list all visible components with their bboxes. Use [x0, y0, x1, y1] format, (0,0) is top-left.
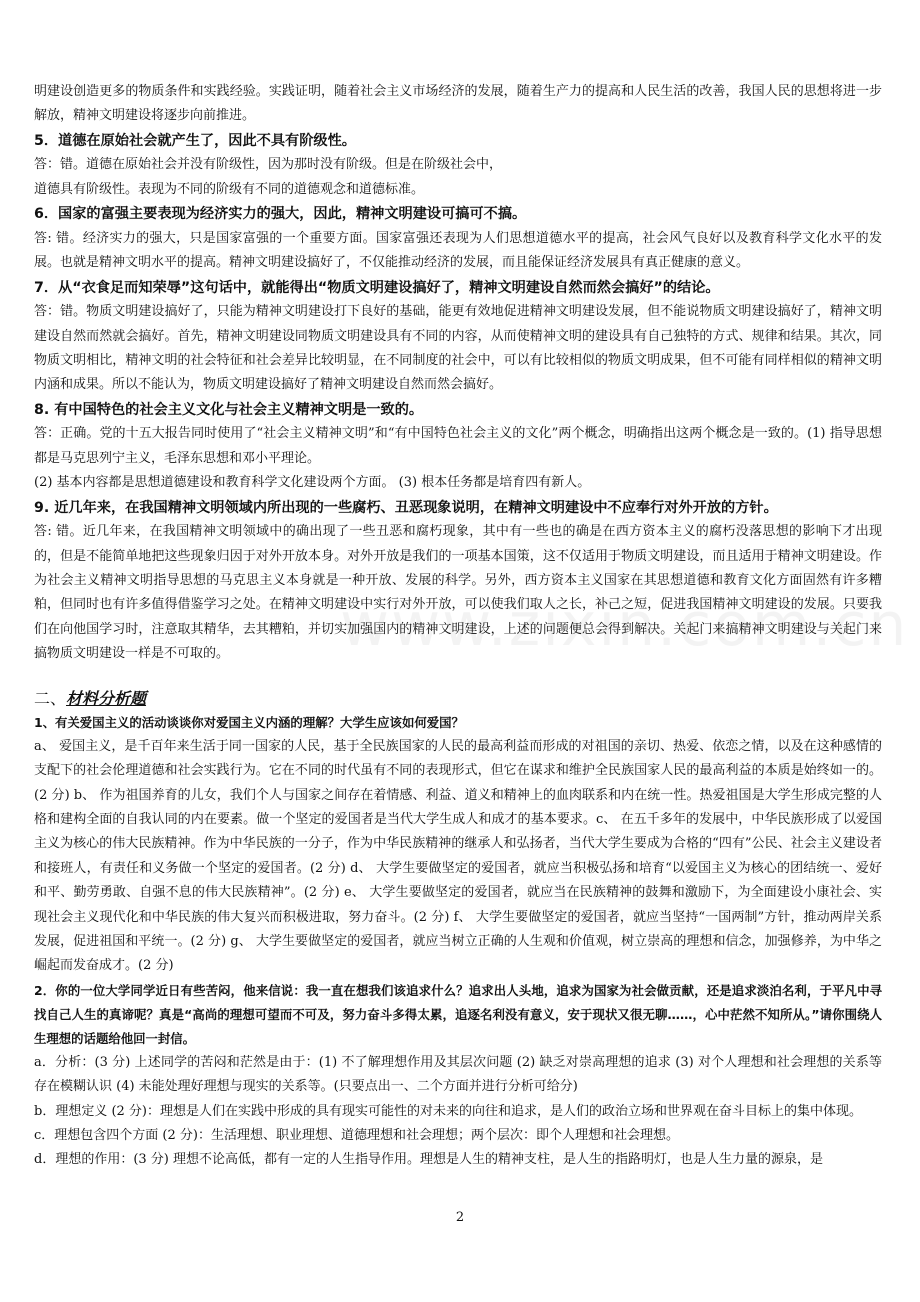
question-5: 5．道德在原始社会就产生了，因此不具有阶级性。: [34, 132, 356, 149]
page-number: 2: [455, 1210, 465, 1225]
question-7: 7．从“衣食足而知荣辱”这句话中，就能得出“物质文明建设搞好了，精神文明建设自然而然会搞好”的结论。: [34, 279, 720, 296]
material-question-2: 2．你的一位大学同学近日有些苦闷，他来信说：我一直在想我们该追求什么？追求出人头地，追求为国家为社会做贡献，还是追求淡泊名利，于平凡中寻找自己人生的真谛呢？真是“高尚的理想可望而不可及，努力奋斗多得太累，追逐名利没有意义，安于现状又很无聊……，心中茫然不知所从。”请你围绕人生理想的话题给他回一封信。: [34, 982, 882, 1046]
material-answer-1: a、 爱国主义，是千百年来生活于同一国家的人民，基于全民族国家的人民的最高利益而形成的对祖国的亲切、热爱、依恋之情，以及在这种感情的支配下的社会伦理道德和社会实践行为。它在不同的时代虽有不同的表现形式，但它在谋求和维护全民族国家人民的最高利益的本质是始终如一的。(2 分) b、 作为祖国养育的儿女，我们个人与国家之间存在着情感、利益、道义和精神上的血肉联系和内在统一性。热爱祖国是大学生形成完整的人格和建构全面的自我认同的内在要素。做一个坚定的爱国者是当代大学生成人和成才的基本要求。c、 在五千多年的发展中，中华民族形成了以爱国主义为核心的伟大民族精神。作为中华民族的一分子，作为中华民族精神的继承人和弘扬者，当代大学生要成为合格的“四有”公民、社会主义建设者和接班人，有责任和义务做一个坚定的爱国者。(2 分) d、 大学生要做坚定的爱国者，就应当积极弘扬和培育“以爱国主义为核心的团结统一、爱好和平、勤劳勇敢、自强不息的伟大民族精神”。(2 分) e、 大学生要做坚定的爱国者，就应当在民族精神的鼓舞和激励下，为全面建设小康社会、实现社会主义现代化和中华民族的伟大复兴而积极进取，努力奋斗。(2 分) f、 大学生要做坚定的爱国者，就应当坚持“一国两制”方针，推动两岸关系发展，促进祖国和平统一。(2 分) g、 大学生要做坚定的爱国者，就应当树立正确的人生观和价值观，树立崇高的理想和信念，加强修养，为中华之崛起而发奋成才。(2 分): [34, 738, 882, 974]
material-answer-2-point-a: a．分析：(3 分) 上述同学的苦闷和茫然是由于：(1) 不了解理想作用及其层次问题 (2) 缺乏对崇高理想的追求 (3) 对个人理想和社会理想的关系等存在模糊认识 (4) 未能处理好理想与现实的关系等。(只要点出一、二个方面并进行分析可给分): [34, 1054, 882, 1095]
question-6: 6．国家的富强主要表现为经济实力的强大，因此，精神文明建设可搞可不搞。: [34, 206, 527, 223]
section-title: 材料分析题: [66, 688, 147, 708]
answer-8-line-2: (2) 基本内容都是思想道德建设和教育科学文化建设两个方面。 (3) 根本任务都是培育四有新人。: [34, 475, 591, 491]
answer-9: 答: 错。近几年来，在我国精神文明领域中的确出现了一些丑恶和腐朽现象，其中有一些也的确是在西方资本主义的腐朽没落思想的影响下才出现的，但是不能简单地把这些现象归因于对外开放本身。对外开放是我们的一项基本国策，这不仅适用于物质文明建设，而且适用于精神文明建设。作为社会主义精神文明指导思想的马克思主义本身就是一种开放、发展的科学。另外，西方资本主义国家在其思想道德和教育文化方面固然有许多糟粕，但同时也有许多值得借鉴学习之处。在精神文明建设中实行对外开放，可以使我们取人之长，补己之短，促进我国精神文明建设的发展。只要我们在向他国学习时，注意取其精华，去其糟粕，并切实加强国内的精神文明建设，上述的问题便总会得到解决。关起门来搞精神文明建设与关起门来搞物质文明建设一样是不可取的。: [34, 524, 882, 662]
section-number: 二、: [34, 688, 67, 708]
section-heading: [34, 687, 882, 711]
material-question-1: 1、有关爱国主义的活动谈谈你对爱国主义内涵的理解？大学生应该如何爱国？: [34, 714, 464, 730]
material-answer-2-point-d: d．理想的作用：(3 分) 理想不论高低，都有一定的人生指导作用。理想是人生的精神支柱，是人生的指路明灯，也是人生力量的源泉，是: [34, 1152, 824, 1168]
question-9: 9. 近几年来，在我国精神文明领域内所出现的一些腐朽、丑恶现象说明，在精神文明建设中不应奉行对外开放的方针。: [34, 499, 778, 516]
question-8: 8. 有中国特色的社会主义文化与社会主义精神文明是一致的。: [34, 401, 424, 418]
answer-7: 答：错。物质文明建设搞好了，只能为精神文明建设打下良好的基础，能更有效地促进精神文明建设发展，但不能说物质文明建设搞好了，精神文明建设自然而然就会搞好。首先，精神文明建设同物质文明建设具有不同的内容，从而使精神文明的建设具有自己独特的方式、规律和结果。其次，同物质文明相比，精神文明的社会特征和社会差异比较明显，在不同制度的社会中，可以有比较相似的物质文明成果，但不可能有同样相似的精神文明内涵和成果。所以不能认为，物质文明建设搞好了精神文明建设自然而然会搞好。: [34, 304, 882, 393]
answer-8-line-1: 答：正确。党的十五大报告同时使用了“社会主义精神文明”和“有中国特色社会主义的文化”两个概念，明确指出这两个概念是一致的。(1) 指导思想都是马克思列宁主义，毛泽东思想和邓小平理论。: [34, 426, 882, 466]
material-answer-2-point-c: c．理想包含四个方面 (2 分)：生活理想、职业理想、道德理想和社会理想；两个层次：即个人理想和社会理想。: [34, 1127, 679, 1143]
intro-paragraph: 明建设创造更多的物质条件和实践经验。实践证明，随着社会主义市场经济的发展，随着生产力的提高和人民生活的改善，我国人民的思想将进一步解放，精神文明建设将逐步向前推进。: [34, 84, 882, 124]
answer-6: 答: 错。经济实力的强大，只是国家富强的一个重要方面。国家富强还表现为人们思想道德水平的提高，社会风气良好以及教育科学文化水平的发展。也就是精神文明水平的提高。精神文明建设搞好了，不仅能推动经济的发展，而且能保证经济发展具有真正健康的意义。: [34, 230, 882, 271]
answer-5-line-2: 道德具有阶级性。表现为不同的阶级有不同的道德观念和道德标准。: [34, 181, 425, 197]
answer-5-line-1: 答：错。道德在原始社会并没有阶级性，因为那时没有阶级。但是在阶级社会中，: [34, 157, 503, 173]
document-body: [34, 80, 882, 1173]
material-answer-2-point-b: b．理想定义 (2 分)：理想是人们在实践中形成的具有现实可能性的对未来的向往和追求，是人们的政治立场和世界观在奋斗目标上的集中体现。: [34, 1103, 863, 1119]
